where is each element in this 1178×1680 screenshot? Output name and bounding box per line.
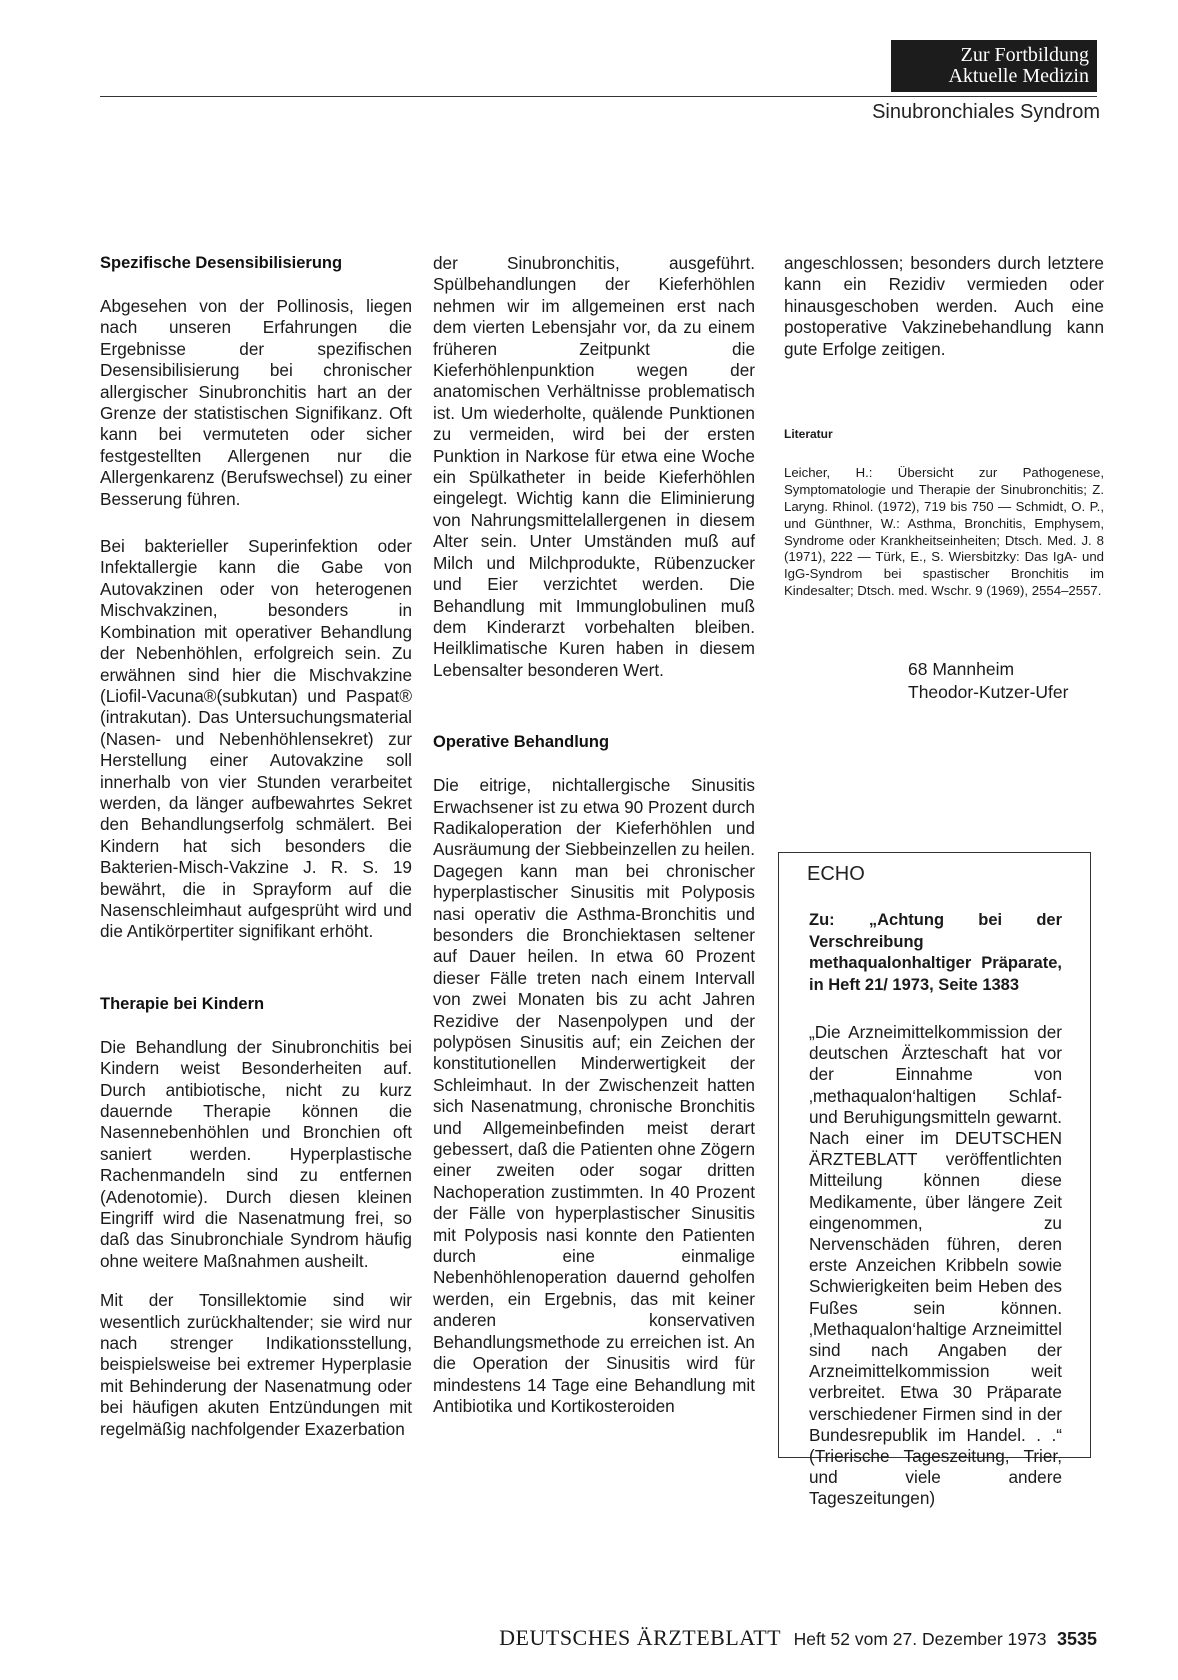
header-rule <box>100 96 1097 97</box>
page-footer <box>100 1625 1097 1651</box>
issue-info: Heft 52 vom 27. Dezember 1973 <box>793 1629 1047 1649</box>
paragraph: Bei bakterieller Superinfektion oder Infektallergie kann die Gabe von Autovakzinen oder von heterogenen Mischvakzinen, besonders in Kombination mit operativer Behandlung der Nebenhöhlen, erfolgreich sein. Zu erwähnen sind hier die Mischvakzine (Liofil-Vacuna®(subkutan) und Paspat® (intrakutan). Das Untersuchungsmaterial (Nasen- und Nebenhöhlensekret) zur Herstellung einer Autovakzine soll innerhalb von vier Stunden verarbeitet werden, da länger aufbewahrtes Sekret den Behandlungserfolg schmälert. Bei Kindern hat sich besonders die Bakterien-Misch-Vakzine J. R. S. 19 bewährt, die in Sprayform auf die Nasenschleimhaut aufgesprüht wird und die Antikörpertiter signifikant erhöht. <box>100 536 412 942</box>
column-3 <box>784 253 1104 704</box>
echo-title: ECHO <box>807 863 865 885</box>
echo-box <box>778 852 1091 1509</box>
heading-therapie-kinder: Therapie bei Kindern <box>100 994 265 1013</box>
running-section-title: Sinubronchiales Syndrom <box>872 101 1100 123</box>
heading-operative-behandlung: Operative Behandlung <box>433 733 610 752</box>
address-line-2: Theodor-Kutzer-Ufer <box>908 681 1069 702</box>
page-number: 3535 <box>1056 1629 1097 1649</box>
paragraph: Die eitrige, nichtallergische Sinusitis Erwachsener ist zu etwa 90 Prozent durch Radikaloperation der Kieferhöhlen und Ausräumung der Siebbeinzellen zu heilen. Dagegen kann man bei chronischer hyperplastischer Sinusitis mit Polyposis nasi operativ die Asthma-Bronchitis und besonders die Bronchiektasen seltener auf Dauer heilen. In etwa 60 Prozent dieser Fälle treten nach einem Intervall von zwei Monaten bis zu acht Jahren Rezidive der Nasenpolypen und der polypösen Sinusitis auf; ein Zeichen der konstitutionellen Minderwertigkeit der Schleimhaut. In der Zwischenzeit hatten sich Nasenatmung, chronische Bronchitis und Allgemeinbefinden meist derart gebessert, daß die Patienten ohne Zögern einer zweiten oder sogar dritten Nachoperation zustimmten. In 40 Prozent der Fälle von hyperplastischer Sinusitis mit Polyposis nasi konnte den Patienten durch eine einmalige Nebenhöhlenoperation dauernd geholfen werden, ein Ergebnis, das mit keiner anderen konservativen Behandlungsmethode zu erreichen ist. An die Operation der Sinusitis wird für mindestens 14 Tage eine Behandlung mit Antibiotika und Kortikosteroiden <box>433 775 756 1416</box>
echo-headline: Zu: „Achtung bei der Verschreibung methaqualonhaltiger Präparate, in Heft 21/ 1973, Seite 1383 <box>809 911 1062 994</box>
journal-name: DEUTSCHES ÄRZTEBLATT <box>499 1625 782 1650</box>
heading-desensibilisierung: Spezifische Desensibilisierung <box>100 254 343 272</box>
echo-body: „Die Arzneimittelkommission der deutschen Ärzteschaft hat vor der Einnahme von ‚methaqualon‘haltigen Schlaf- und Beruhigungsmitteln gewarnt. Nach einer im DEUTSCHEN ÄRZTEBLATT veröffentlichten Mitteilung können diese Medikamente, über längere Zeit eingenommen, zu Nervenschäden führen, deren erste Anzeichen Kribbeln sowie Schwierigkeiten beim Heben des Fußes sein können. ‚Methaqualon‘haltige Arzneimittel sind nach Angaben der Arzneimittelkommission weit verbreitet. Etwa 30 Präparate verschiedener Firmen sind in der Bundesrepublik im Handel. . .“ (Trierische Tageszeitung, Trier, und viele andere Tageszeitungen) <box>809 1022 1062 1509</box>
paragraph: angeschlossen; besonders durch letztere kann ein Rezidiv vermieden oder hinausgeschoben werden. Auch eine postoperative Vakzinebehandlung kann gute Erfolge zeitigen. <box>784 253 1104 359</box>
address-line-1: 68 Mannheim <box>908 658 1015 679</box>
section-badge <box>891 40 1097 92</box>
column-1 <box>100 253 412 1440</box>
badge-line-1: Zur Fortbildung <box>960 44 1089 66</box>
paragraph: der Sinubronchitis, ausgeführt. Spülbehandlungen der Kieferhöhlen nehmen wir im allgemeinen erst nach dem vierten Lebensjahr vor, da zu einem früheren Zeitpunkt die Kieferhöhlenpunktion wegen der anatomischen Verhältnisse problematisch ist. Um wiederholte, quälende Punktionen zu vermeiden, wird bei der ersten Punktion in Narkose für etwa eine Woche ein Spülkatheter in beide Kieferhöhlen eingelegt. Wichtig kann die Eliminierung von Nahrungsmittelallergenen in diesem Alter sein. Unter Umständen muß auf Milch und Milchprodukte, Rübenzucker und Eier verzichtet werden. Die Behandlung mit Immunglobulinen muß dem Kinderarzt vorbehalten bleiben. Heilklimatische Kuren haben in diesem Lebensalter besonderen Wert. <box>433 253 755 680</box>
author-address <box>908 658 1104 704</box>
heading-literatur: Literatur <box>784 427 833 442</box>
references: Leicher, H.: Übersicht zur Pathogenese, Symptomatologie und Therapie der Sinubronchitis; Z. Laryng. Rhinol. (1972), 719 bis 750 — Schmidt, O. P., und Günthner, W.: Asthma, Bronchitis, Emphysem, Syndrome oder Krankheitseinheiten; Dtsch. Med. J. 8 (1971), 222 — Türk, E., S. Wiersbitzky: Das IgA- und IgG-Syndrom bei spastischer Bronchitis im Kindesalter; Dtsch. med. Wschr. 9 (1969), 2554–2557. <box>784 465 1104 599</box>
paragraph: Abgesehen von der Pollinosis, liegen nach unseren Erfahrungen die Ergebnisse der spezifischen Desensibilisierung bei chronischer allergischer Sinubronchitis hart an der Grenze der statistischen Signifikanz. Oft kann bei vermuteten oder sicher festgestellten Allergenen nur die Allergenkarenz (Berufswechsel) zu einer Besserung führen. <box>100 296 412 509</box>
badge-line-2: Aktuelle Medizin <box>948 65 1089 87</box>
column-2 <box>433 253 755 1417</box>
paragraph: Die Behandlung der Sinubronchitis bei Kindern weist Besonderheiten auf. Durch antibiotische, nicht zu kurz dauernde Therapie können die Nasennebenhöhlen und Bronchien oft saniert werden. Hyperplastische Rachenmandeln sind zu entfernen (Adenotomie). Durch diesen kleinen Eingriff wird die Nasenatmung frei, so daß das Sinubronchiale Syndrom häufig ohne weitere Maßnahmen ausheilt. <box>100 1036 412 1271</box>
paragraph: Mit der Tonsillektomie sind wir wesentlich zurückhaltender; sie wird nur nach strenger Indikationsstellung, beispielsweise bei extremer Hyperplasie mit Behinderung der Nasenatmung oder bei häufigen akuten Entzündungen mit regelmäßig nachfolgender Exazerbation <box>100 1290 412 1439</box>
